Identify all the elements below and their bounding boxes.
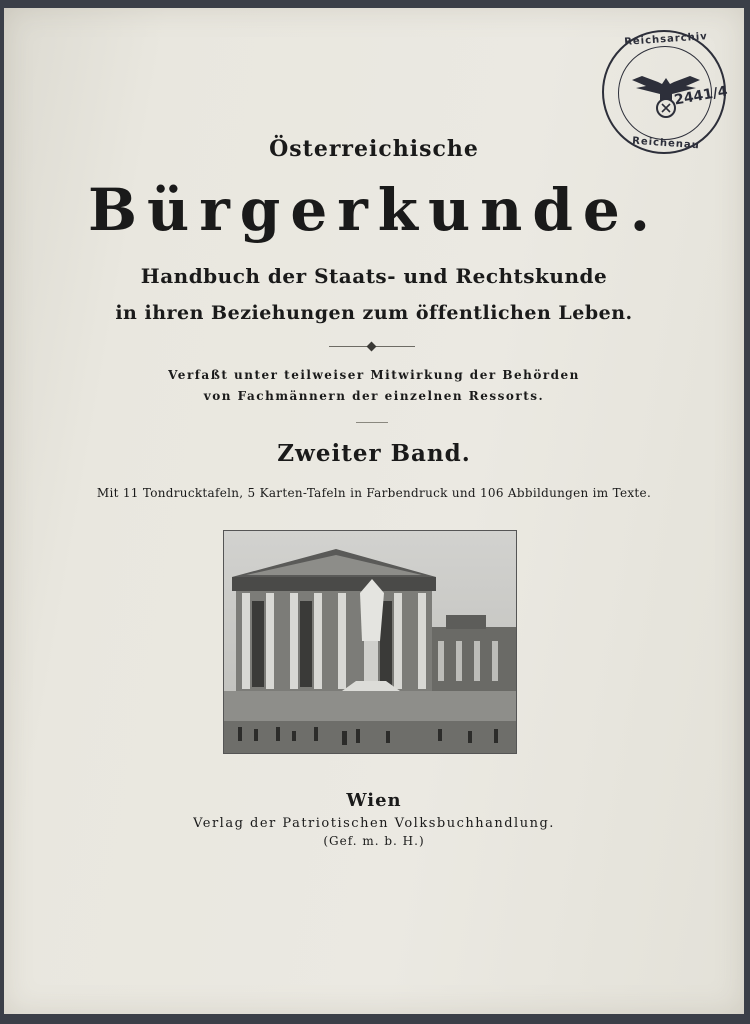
- main-title: Bürgerkunde.: [88, 176, 660, 244]
- subtitle-line-2: in ihren Beziehungen zum öffentlichen Leben.: [115, 302, 633, 324]
- authors-line-2: von Fachmännern der einzelnen Ressorts.: [203, 389, 545, 403]
- imprint-city: Wien: [346, 790, 402, 811]
- title-prefix: Österreichische: [269, 136, 479, 162]
- imprint-publisher: Verlag der Patriotischen Volksbuchhandlung.: [193, 816, 555, 831]
- short-divider: [356, 422, 388, 423]
- authors-line-1: Verfaßt unter teilweiser Mitwirkung der Behörden: [168, 368, 580, 382]
- parliament-building-photo: [223, 530, 517, 754]
- title-page: [4, 8, 744, 1014]
- stamp-bottom-text: Reichenau: [631, 135, 701, 152]
- stamp-handwritten-number: 2441/4: [673, 83, 729, 109]
- imprint-company-form: (Gef. m. b. H.): [323, 834, 425, 848]
- subtitle-line-1: Handbuch der Staats- und Rechtskunde: [140, 264, 608, 288]
- stamp-top-text: Reichsarchiv: [623, 31, 709, 48]
- illustrations-note: Mit 11 Tondrucktafeln, 5 Karten-Tafeln in Farbendruck und 106 Abbildungen im Texte.: [96, 486, 652, 500]
- volume-title: Zweiter Band.: [277, 440, 471, 467]
- ornament-diamond: [367, 342, 377, 352]
